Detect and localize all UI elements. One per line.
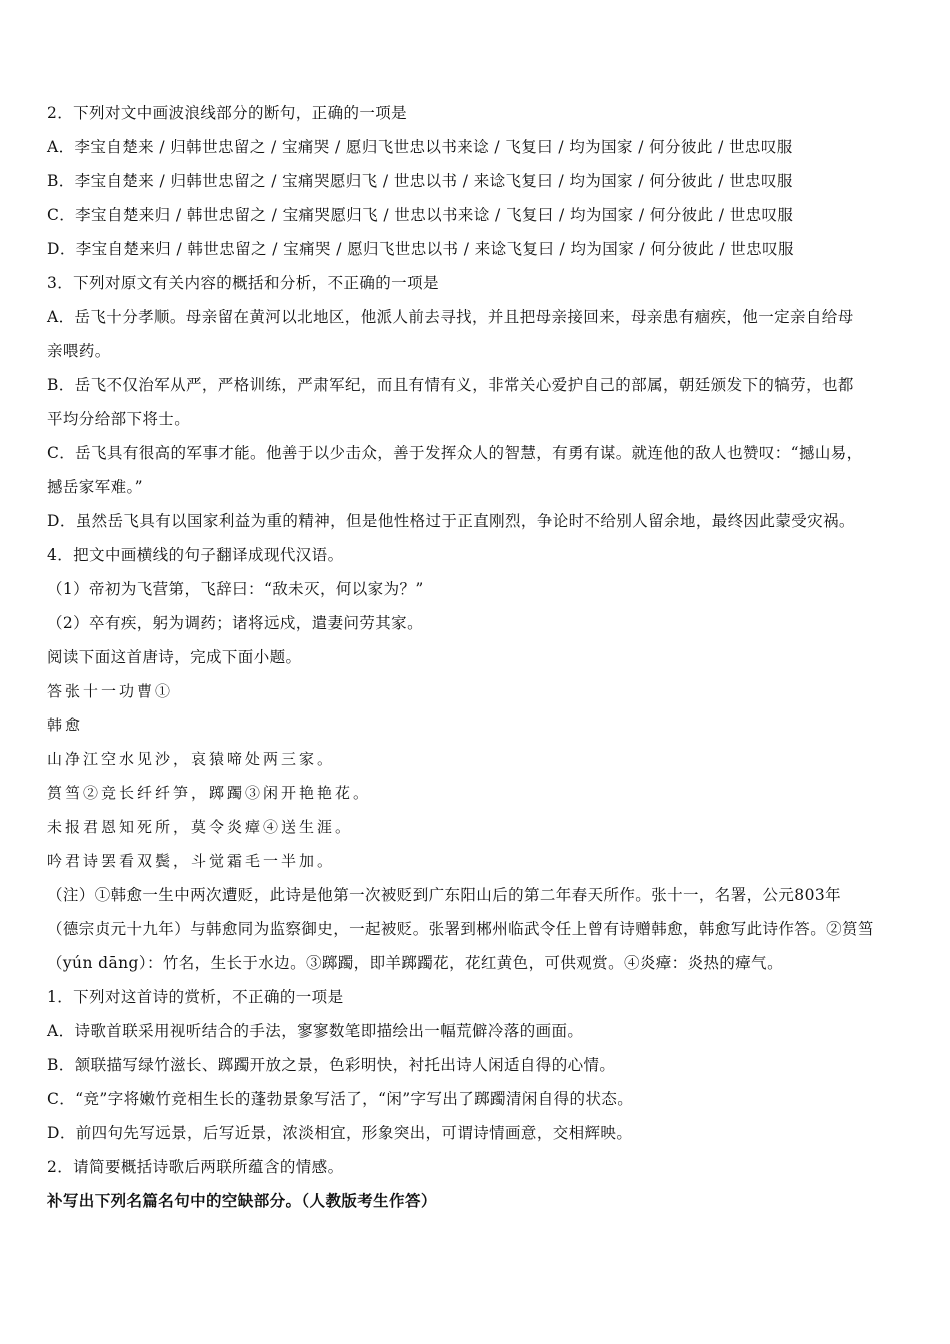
text-line-option: B．颔联描写绿竹滋长、踯躅开放之景，色彩明快，衬托出诗人闲适自得的心情。 [47,1056,616,1074]
text-line-poem: 筼筜②竞长纤纤笋，踯躅③闲开艳艳花。 [47,784,372,802]
text-line-question: 2．下列对文中画波浪线部分的断句，正确的一项是 [47,104,408,122]
text-line-question: 3．下列对原文有关内容的概括和分析，不正确的一项是 [47,274,439,292]
text-line-option: A．岳飞十分孝顺。母亲留在黄河以北地区，他派人前去寻找，并且把母亲接回来，母亲患有痼疾，他一定亲自给母 [47,308,854,326]
text-line-note: （注）①韩愈一生中两次遭贬，此诗是他第一次被贬到广东阳山后的第二年春天所作。张十一，名署，公元803年 [47,886,841,904]
text-line-option: B．岳飞不仅治军从严，严格训练，严肃军纪，而且有情有义，非常关心爱护自己的部属，朝廷颁发下的犒劳，也都 [47,376,854,394]
text-line-option: D．前四句先写远景，后写近景，浓淡相宜，形象突出，可谓诗情画意，交相辉映。 [47,1124,633,1142]
text-line-poem: 答张十一功曹① [47,682,174,700]
text-line-option: 亲喂药。 [47,342,111,360]
text-line-heading: 补写出下列名篇名句中的空缺部分。（人教版考生作答） [47,1191,437,1210]
text-line-poem: 山净江空水见沙，哀猿啼处两三家。 [47,750,336,768]
text-line-option: 撼岳家军难。” [47,478,143,496]
text-line-option: 平均分给部下将士。 [47,410,191,428]
text-line-option: D．李宝自楚来归 / 韩世忠留之 / 宝痛哭 / 愿归飞世忠以书 / 来谂飞复曰 / 均为国家 / 何分彼此 / 世忠叹服 [47,240,794,258]
text-line-question: 2．请简要概括诗歌后两联所蕴含的情感。 [47,1158,344,1176]
text-line-poem: 未报君恩知死所，莫令炎瘴④送生涯。 [47,818,354,836]
text-line-question: 4．把文中画横线的句子翻译成现代汉语。 [47,546,344,564]
text-line-option: C．“竞”字将嫩竹竞相生长的蓬勃景象写活了，“闲”字写出了踯躅清闲自得的状态。 [47,1090,634,1108]
text-line-option: A．李宝自楚来 / 归韩世忠留之 / 宝痛哭 / 愿归飞世忠以书来谂 / 飞复曰 / 均为国家 / 何分彼此 / 世忠叹服 [47,138,793,156]
text-line-option: C．岳飞具有很高的军事才能。他善于以少击众，善于发挥众人的智慧，有勇有谋。就连他的敌人也赞叹：“撼山易， [47,444,863,462]
text-line-poem: 吟君诗罢看双鬓，斗觉霜毛一半加。 [47,852,336,870]
text-line-question: 1．下列对这首诗的赏析，不正确的一项是 [47,988,344,1006]
text-line-note: （德宗贞元十九年）与韩愈同为监察御史，一起被贬。张署到郴州临武令任上曾有诗赠韩愈，韩愈写此诗作答。②筼筜 [47,920,874,938]
text-line-text: 阅读下面这首唐诗，完成下面小题。 [47,648,302,666]
text-line-option: C．李宝自楚来归 / 韩世忠留之 / 宝痛哭愿归飞 / 世忠以书来谂 / 飞复曰 / 均为国家 / 何分彼此 / 世忠叹服 [47,206,794,224]
text-line-option: （2）卒有疾，躬为调药；诸将远戍，遣妻问劳其家。 [47,614,423,632]
text-line-option: D．虽然岳飞具有以国家利益为重的精神，但是他性格过于正直刚烈，争论时不给别人留余地，最终因此蒙受灾祸。 [47,512,855,530]
text-line-poem: 韩愈 [47,716,84,734]
text-line-option: A．诗歌首联采用视听结合的手法，寥寥数笔即描绘出一幅荒僻冷落的画面。 [47,1022,584,1040]
text-line-option: （1）帝初为飞营第，飞辞曰：“敌未灭，何以家为？” [47,580,424,598]
text-line-note: （yún dāng）：竹名，生长于水边。③踯躅，即羊踯躅花，花红黄色，可供观赏。④炎瘴：炎热的瘴气。 [47,954,783,972]
text-line-option: B．李宝自楚来 / 归韩世忠留之 / 宝痛哭愿归飞 / 世忠以书 / 来谂飞复曰 / 均为国家 / 何分彼此 / 世忠叹服 [47,172,793,190]
document-body [47,96,917,1218]
